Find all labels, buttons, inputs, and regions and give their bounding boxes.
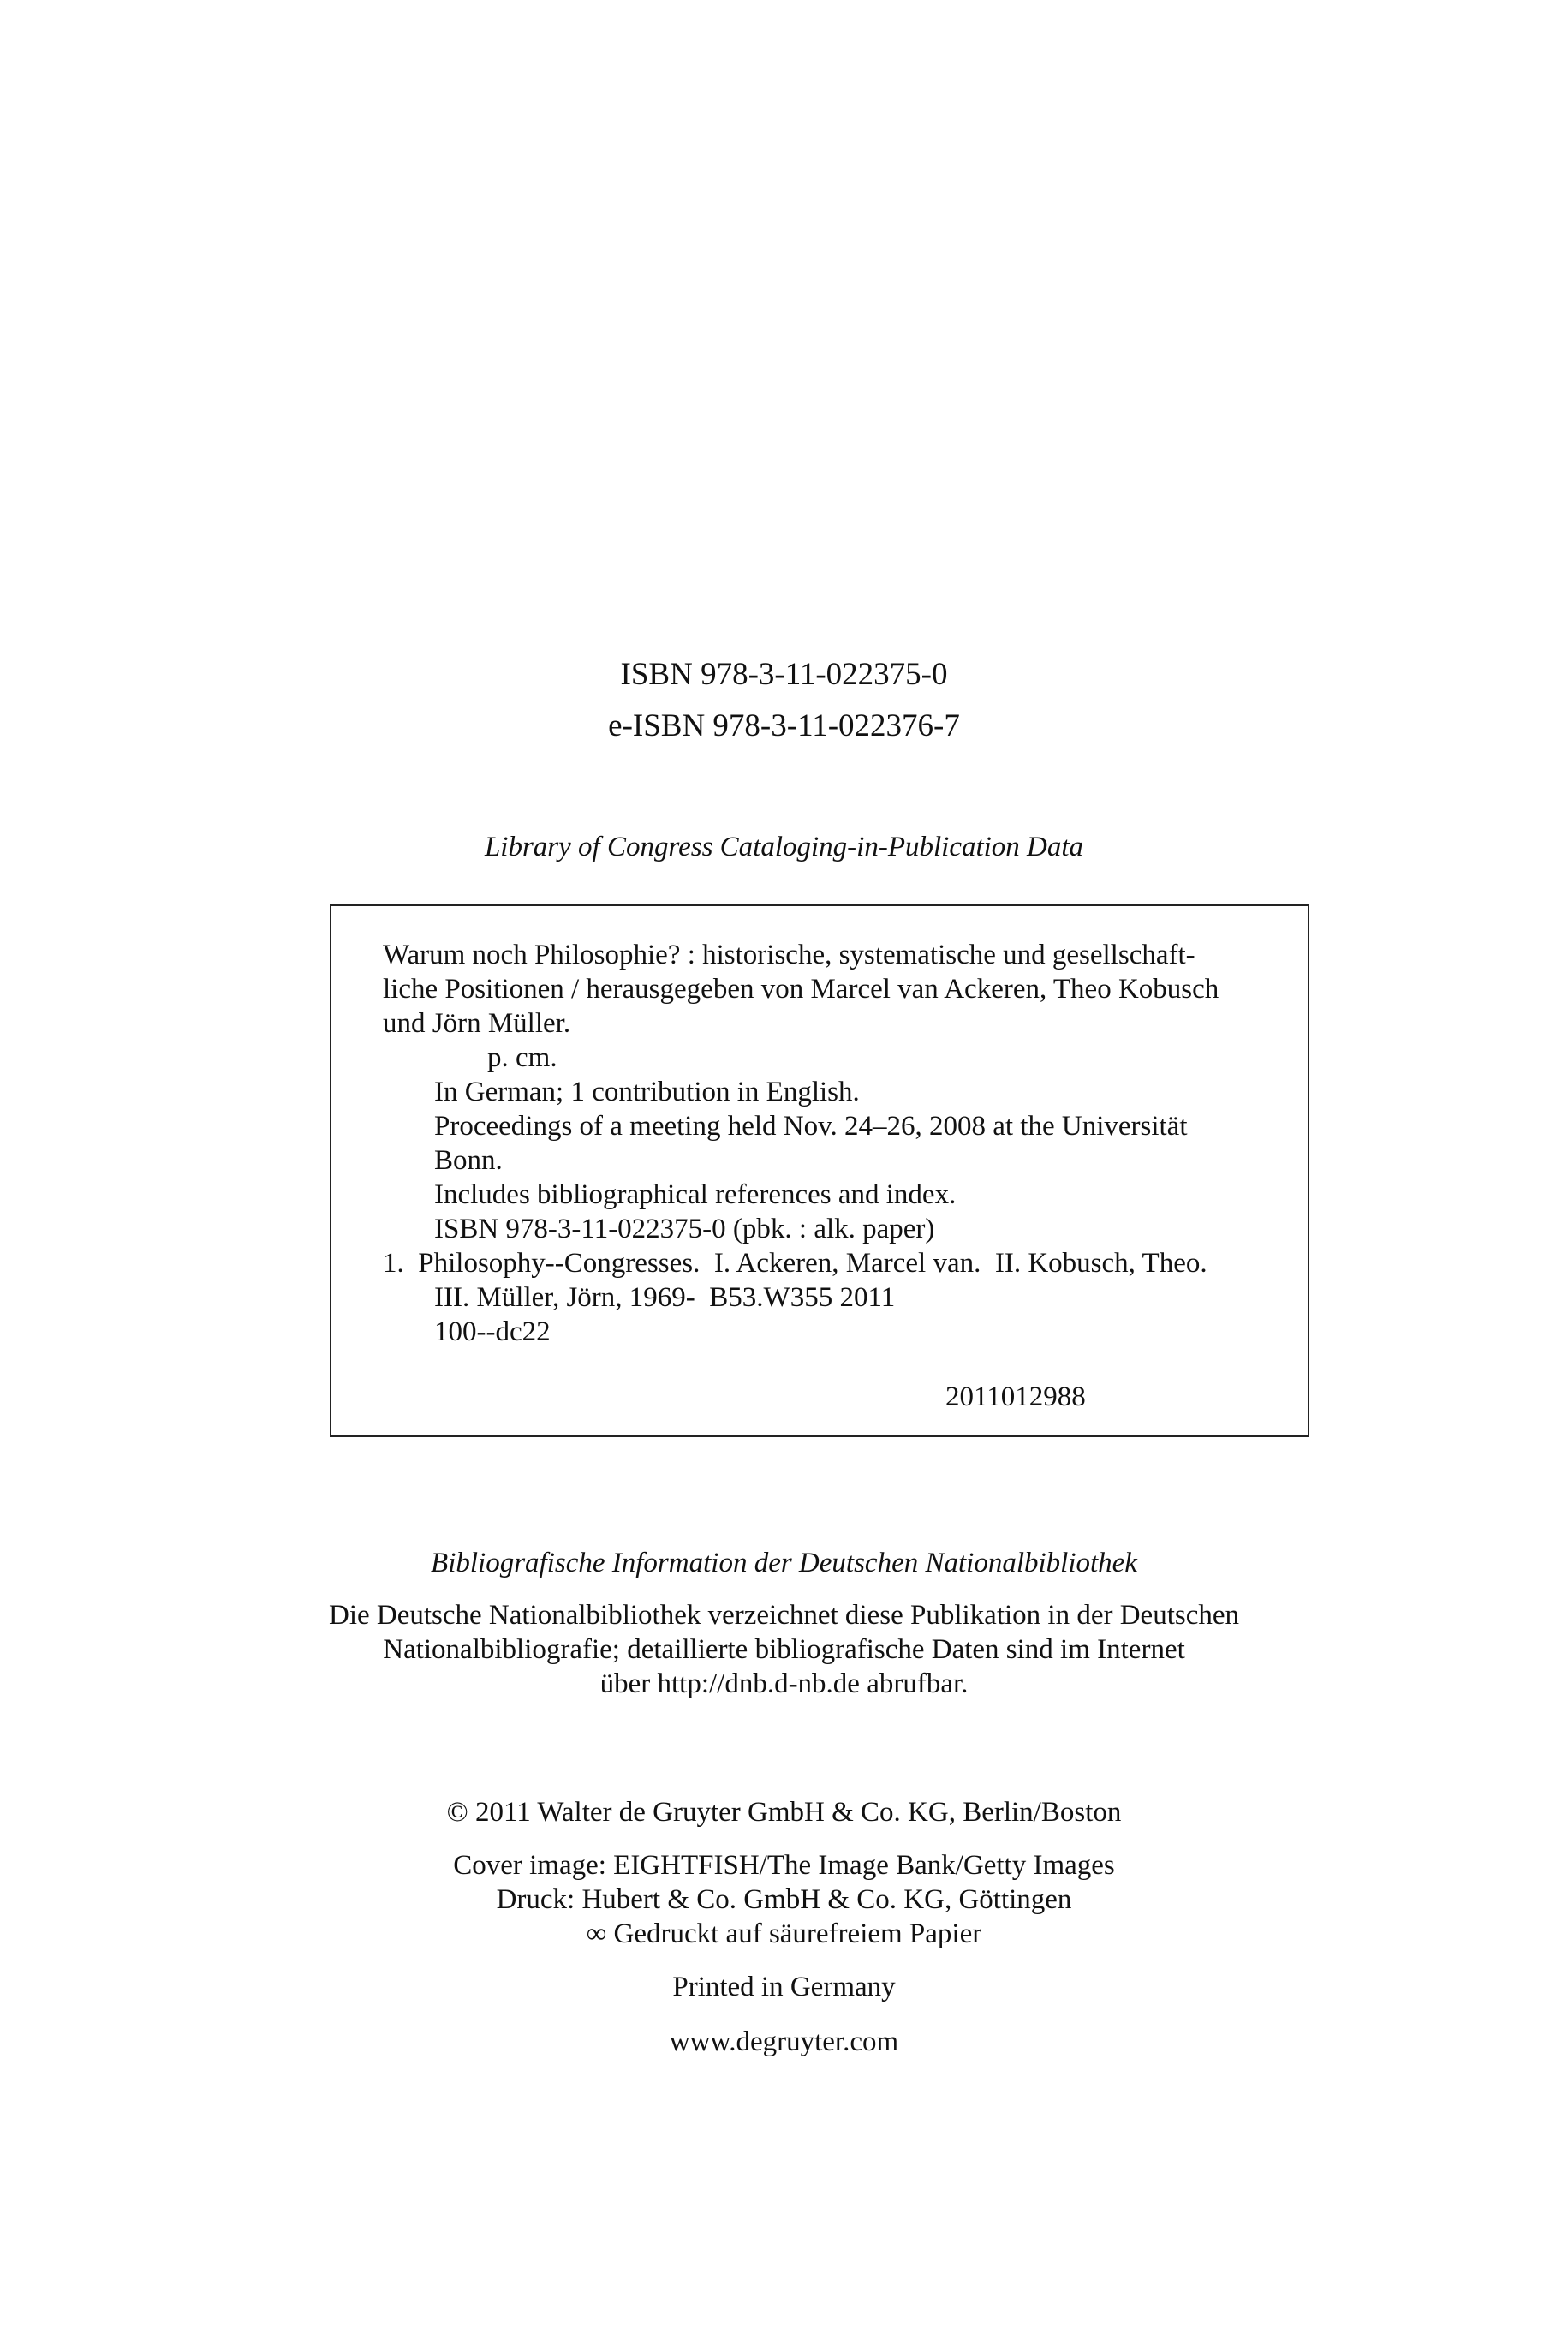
dnb-line-3: über http://dnb.d-nb.de abrufbar.: [599, 1668, 969, 1699]
dnb-line-2: Nationalbibliografie; detaillierte bibliografische Daten sind im Internet: [383, 1634, 1185, 1665]
printed-in-line: Printed in Germany: [672, 1972, 896, 2002]
dnb-line-1: Die Deutsche Nationalbibliothek verzeichnet diese Publikation in der Deutschen: [328, 1600, 1239, 1631]
cover-image-credit: Cover image: EIGHTFISH/The Image Bank/Getty Images: [453, 1850, 1115, 1881]
loc-heading: Library of Congress Cataloging-in-Publication Data: [484, 832, 1084, 862]
isbn-electronic: e-ISBN 978-3-11-022376-7: [608, 708, 960, 743]
printer-line: Druck: Hubert & Co. GmbH & Co. KG, Göttingen: [496, 1884, 1072, 1915]
cip-pages: p. cm.: [487, 1042, 557, 1073]
dnb-heading: Bibliografische Information der Deutschen Nationalbibliothek: [431, 1548, 1137, 1578]
cip-subjects-line-1: 1. Philosophy--Congresses. I. Ackeren, Marcel van. II. Kobusch, Theo.: [383, 1248, 1207, 1279]
cip-title-line-1: Warum noch Philosophie? : historische, systematische und gesellschaft-: [383, 940, 1195, 970]
cip-note-proceedings-line-2: Bonn.: [434, 1145, 503, 1176]
copyright-line: © 2011 Walter de Gruyter GmbH & Co. KG, Berlin/Boston: [446, 1797, 1122, 1828]
cip-control-number: 2011012988: [945, 1381, 1086, 1412]
cip-note-isbn: ISBN 978-3-11-022375-0 (pbk. : alk. paper): [434, 1214, 935, 1244]
isbn-print: ISBN 978-3-11-022375-0: [620, 657, 948, 692]
cip-title-line-2: liche Positionen / herausgegeben von Marcel van Ackeren, Theo Kobusch: [383, 974, 1219, 1005]
cip-note-bibliography: Includes bibliographical references and index.: [434, 1179, 957, 1210]
cip-subjects-line-2: III. Müller, Jörn, 1969- B53.W355 2011: [434, 1282, 896, 1313]
cip-note-language: In German; 1 contribution in English.: [434, 1077, 860, 1107]
cip-dewey: 100--dc22: [434, 1316, 551, 1347]
cip-record-box: [330, 904, 1309, 1437]
cip-title-line-3: und Jörn Müller.: [383, 1008, 571, 1039]
cip-note-proceedings-line-1: Proceedings of a meeting held Nov. 24–26, 2008 at the Universität: [434, 1111, 1188, 1142]
acid-free-paper-line: ∞ Gedruckt auf säurefreiem Papier: [586, 1918, 982, 1949]
publisher-website: www.degruyter.com: [669, 2026, 899, 2057]
